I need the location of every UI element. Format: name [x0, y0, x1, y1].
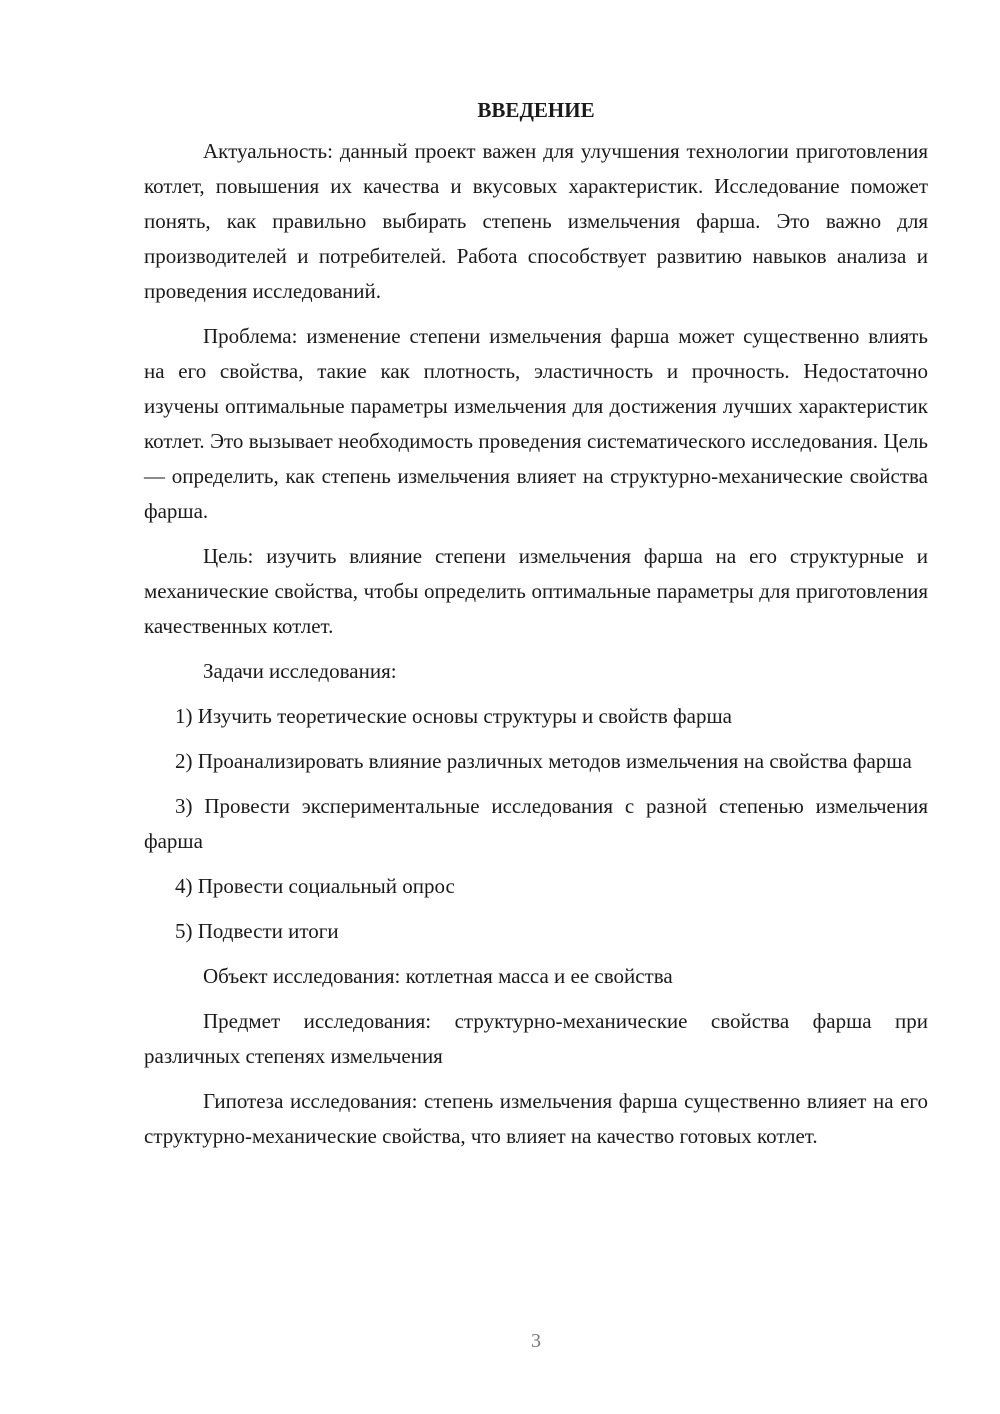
page-title: ВВЕДЕНИЕ [477, 98, 595, 122]
task-item: 1) Изучить теоретические основы структуры и свойств фарша [175, 704, 732, 728]
task-item: 3) Провести экспериментальные исследования с разной степенью измельчения фарша [144, 794, 928, 853]
hypothesis-paragraph: Гипотеза исследования: степень измельчения фарша существенно влияет на его структурно-механические свойства, что влияет на качество готовых котлет. [144, 1089, 928, 1148]
relevance-paragraph: Актуальность: данный проект важен для улучшения технологии приготовления котлет, повышения их качества и вкусовых характеристик. Исследование поможет понять, как правильно выбирать степень измельчения фарша. Это важно для производителей и потребителей. Работа способствует развитию навыков анализа и проведения исследований. [144, 139, 928, 303]
page-number: 3 [531, 1330, 541, 1352]
task-item: 4) Провести социальный опрос [175, 874, 455, 898]
object-paragraph: Объект исследования: котлетная масса и ее свойства [203, 964, 673, 988]
goal-paragraph: Цель: изучить влияние степени измельчения фарша на его структурные и механические свойства, чтобы определить оптимальные параметры для приготовления качественных котлет. [144, 544, 928, 638]
task-item: 2) Проанализировать влияние различных методов измельчения на свойства фарша [175, 749, 912, 773]
problem-paragraph: Проблема: изменение степени измельчения фарша может существенно влиять на его свойства, такие как плотность, эластичность и прочность. Недостаточно изучены оптимальные параметры измельчения для достижения лучших характеристик котлет. Это вызывает необходимость проведения систематического исследования. Цель — определить, как степень измельчения влияет на структурно-механические свойства фарша. [144, 324, 928, 523]
tasks-heading: Задачи исследования: [203, 659, 397, 683]
subject-paragraph: Предмет исследования: структурно-механические свойства фарша при различных степенях измельчения [144, 1009, 928, 1068]
document-page [144, 92, 928, 1164]
task-item: 5) Подвести итоги [175, 919, 339, 943]
